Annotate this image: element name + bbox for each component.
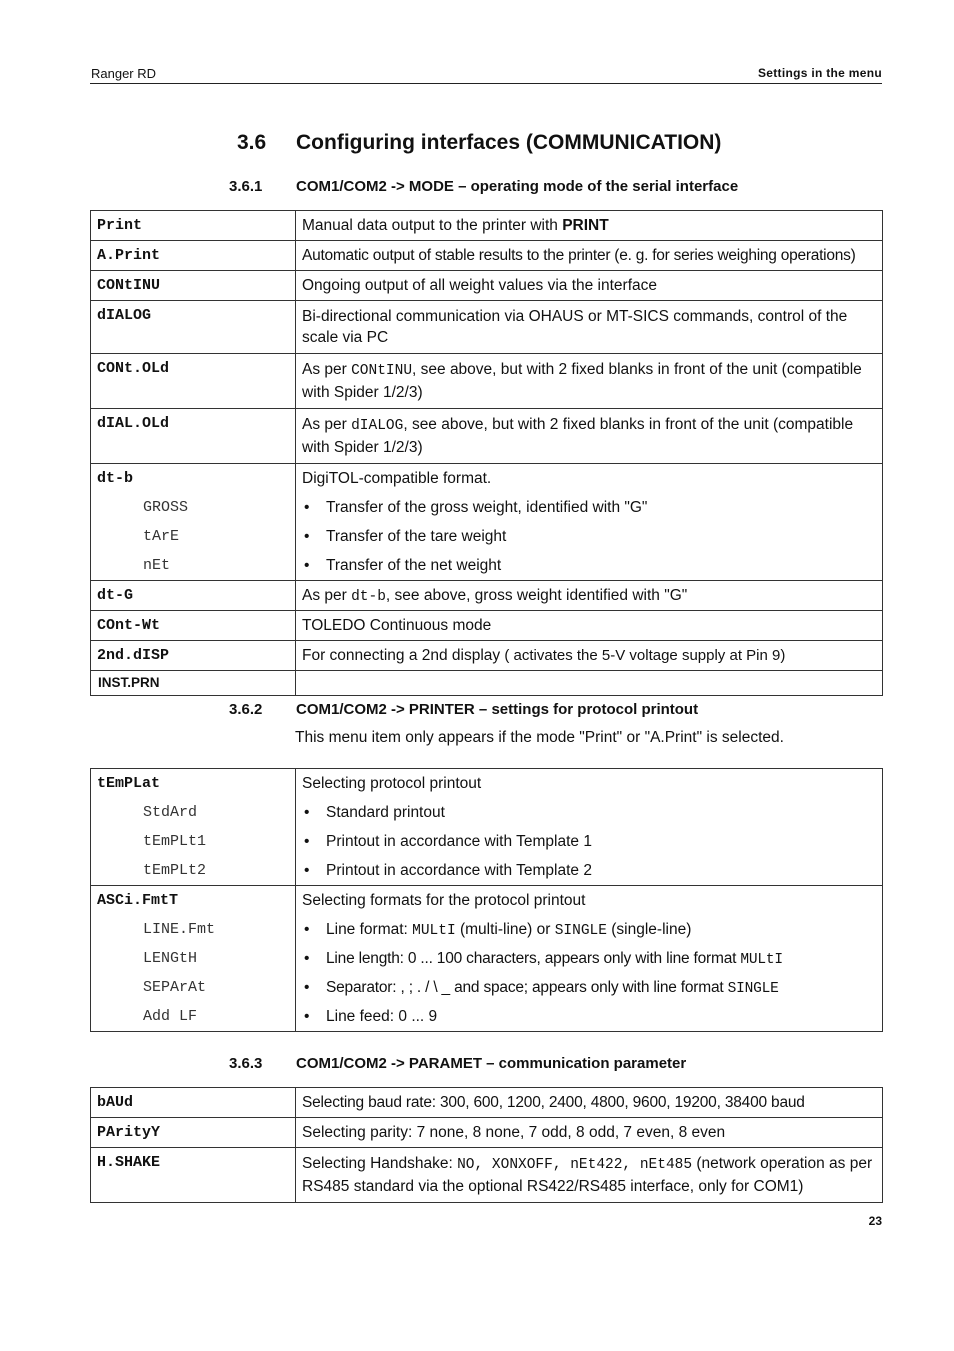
option-key: bAUd	[97, 1094, 134, 1111]
sub-option-key: nEt	[143, 557, 171, 574]
subsection-title: COM1/COM2 -> MODE – operating mode of the serial interface	[296, 178, 739, 195]
bullet-item: • Transfer of the tare weight	[296, 522, 882, 551]
table-row	[91, 581, 883, 611]
bullet-item: • Line format: MULtI (multi-line) or SINGLE (single-line)	[296, 915, 882, 944]
option-key: H.SHAKE	[97, 1154, 161, 1171]
section-number: 3.6	[237, 131, 267, 154]
table-row	[91, 886, 883, 1032]
printer-intro-text: This menu item only appears if the mode "Print" or "A.Print" is selected.	[295, 729, 784, 746]
option-key: 2nd.dISP	[97, 647, 170, 664]
subsection-number: 3.6.3	[229, 1055, 263, 1072]
option-desc	[296, 671, 882, 695]
option-desc: Selecting protocol printout	[302, 775, 482, 792]
bullet-item: • Transfer of the gross weight, identified with "G"	[296, 493, 882, 522]
option-key: dt-G	[97, 587, 134, 604]
table-row	[91, 1148, 883, 1203]
option-key: tEmPLat	[97, 775, 161, 792]
option-desc: DigiTOL-compatible format.	[302, 470, 492, 487]
table-row	[91, 1088, 883, 1118]
option-desc: Ongoing output of all weight values via the interface	[302, 277, 658, 294]
option-desc: Automatic output of stable results to the printer (e. g. for series weighing operations)	[302, 247, 856, 264]
header-rule	[90, 83, 882, 84]
subsection-title: COM1/COM2 -> PARAMET – communication parameter	[296, 1055, 687, 1072]
sub-option-key: SEPArAt	[143, 979, 207, 996]
header-section-title: Settings in the menu	[757, 66, 882, 80]
option-desc: TOLEDO Continuous mode	[302, 617, 492, 634]
option-desc: Selecting formats for the protocol printout	[302, 892, 586, 909]
option-desc: For connecting a 2nd display ( activates the 5-V voltage supply at Pin 9)	[302, 647, 786, 664]
table-row	[91, 464, 883, 581]
subsection-heading-paramet	[0, 1055, 954, 1075]
subsection-number: 3.6.1	[229, 178, 263, 195]
option-key: COnt-Wt	[97, 617, 161, 634]
bullet-item: • Line length: 0 ... 100 characters, appears only with line format MULtI	[296, 944, 882, 973]
table-row	[91, 611, 883, 641]
section-heading	[0, 131, 954, 161]
option-desc: Selecting Handshake: NO, XONXOFF, nEt422, nEt485 (network operation as per RS485 standard via the optional RS422/RS485 interface, only for COM1)	[302, 1155, 873, 1195]
option-desc: Selecting baud rate: 300, 600, 1200, 2400, 4800, 9600, 19200, 38400 baud	[302, 1094, 805, 1111]
subsection-number: 3.6.2	[229, 701, 263, 718]
mode-table	[90, 210, 883, 696]
table-row	[91, 769, 883, 886]
option-key: A.Print	[97, 247, 161, 264]
option-desc: Manual data output to the printer with PRINT	[302, 217, 609, 234]
bullet-item: • Line feed: 0 ... 9	[296, 1002, 882, 1031]
subsection-title: COM1/COM2 -> PRINTER – settings for protocol printout	[296, 701, 699, 718]
table-row	[91, 671, 883, 696]
sub-option-key: StdArd	[143, 804, 198, 821]
table-row	[91, 1118, 883, 1148]
table-row	[91, 354, 883, 409]
bullet-item: • Transfer of the net weight	[296, 551, 882, 580]
option-desc: Selecting parity: 7 none, 8 none, 7 odd, 8 odd, 7 even, 8 even	[302, 1124, 726, 1141]
table-row	[91, 409, 883, 464]
option-key: Print	[97, 217, 143, 234]
subsection-heading-mode	[0, 178, 954, 198]
option-key: CONtINU	[97, 277, 161, 294]
table-row	[91, 301, 883, 354]
option-desc: As per dIALOG, see above, but with 2 fixed blanks in front of the unit (compatible with Spider 1/2/3)	[302, 416, 854, 456]
section-title: Configuring interfaces (COMMUNICATION)	[296, 131, 722, 154]
sub-option-key: tEmPLt2	[143, 862, 207, 879]
printer-table	[90, 768, 883, 1032]
option-key: dt-b	[97, 470, 134, 487]
header-doc-title: Ranger RD	[91, 66, 157, 81]
sub-option-key: LINE.Fmt	[143, 921, 216, 938]
option-key: CONt.OLd	[97, 360, 170, 377]
table-row	[91, 271, 883, 301]
option-key: dIALOG	[97, 307, 152, 324]
option-key: ASCi.FmtT	[97, 892, 179, 909]
option-desc: Bi-directional communication via OHAUS or MT-SICS commands, control of the scale via PC	[302, 308, 848, 346]
option-key: dIAL.OLd	[97, 415, 170, 432]
table-row	[91, 211, 883, 241]
bullet-item: • Separator: , ; . / \ _ and space; appears only with line format SINGLE	[296, 973, 882, 1002]
sub-option-key: Add LF	[143, 1008, 198, 1025]
bullet-item: • Printout in accordance with Template 1	[296, 827, 882, 856]
option-key: PArityY	[97, 1124, 161, 1141]
table-row	[91, 241, 883, 271]
option-desc: As per dt-b, see above, gross weight identified with "G"	[302, 587, 688, 605]
option-key: INST.PRN	[98, 675, 160, 690]
subsection-heading-printer	[0, 701, 954, 721]
sub-option-key: tArE	[143, 528, 180, 545]
sub-option-key: GROSS	[143, 499, 189, 516]
table-row	[91, 641, 883, 671]
sub-option-key: LENGtH	[143, 950, 198, 967]
bullet-item: • Standard printout	[296, 798, 882, 827]
sub-option-key: tEmPLt1	[143, 833, 207, 850]
page-number: 23	[868, 1214, 882, 1228]
bullet-item: • Printout in accordance with Template 2	[296, 856, 882, 885]
option-desc: As per CONtINU, see above, but with 2 fixed blanks in front of the unit (compatible with Spider 1/2/3)	[302, 361, 862, 401]
parameter-table	[90, 1087, 883, 1203]
